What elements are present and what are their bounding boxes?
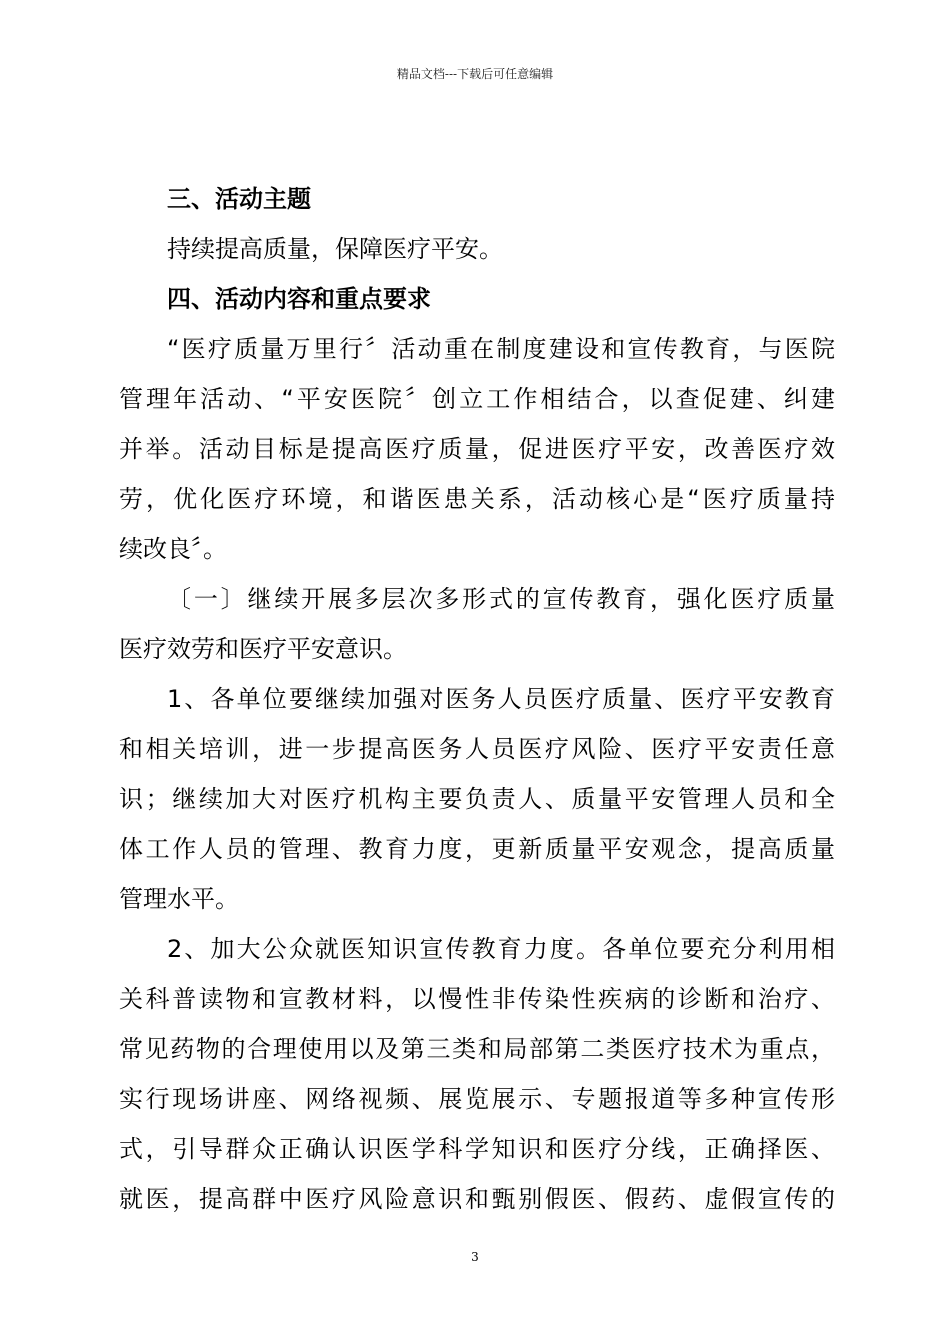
paragraph-line: 关科普读物和宣教材料，以慢性非传染性疾病的诊断和治疗、	[119, 985, 835, 1013]
paragraph-line: 实行现场讲座、网络视频、展览展示、专题报道等多种宣传形	[119, 1085, 835, 1113]
page-header: 精品文档---下载后可任意编辑	[396, 67, 554, 81]
paragraph-line: 和相关培训，进一步提高医务人员医疗风险、医疗平安责任意	[119, 735, 835, 763]
paragraph-line: 2、加大公众就医知识宣传教育力度。各单位要充分利用相	[167, 935, 835, 963]
page-number: 3	[471, 1250, 479, 1264]
paragraph-line: 管理年活动、“平安医院〞创立工作相结合，以查促建、纠建	[119, 385, 835, 413]
paragraph-line: 体工作人员的管理、教育力度，更新质量平安观念，提高质量	[119, 835, 835, 863]
paragraph-line: 续改良〞。	[119, 535, 227, 563]
paragraph-line: 医疗效劳和医疗平安意识。	[119, 635, 407, 663]
document-body	[119, 174, 835, 1224]
paragraph-line: 1、各单位要继续加强对医务人员医疗质量、医疗平安教育	[167, 685, 835, 713]
paragraph-line: 就医，提高群中医疗风险意识和甄别假医、假药、虚假宣传的	[119, 1185, 835, 1213]
paragraph-line: 并举。活动目标是提高医疗质量，促进医疗平安，改善医疗效	[119, 435, 835, 463]
section-heading-3: 三、活动主题	[167, 185, 311, 213]
paragraph-line: 〔一〕继续开展多层次多形式的宣传教育，强化医疗质量	[167, 585, 835, 613]
paragraph-line: 常见药物的合理使用以及第三类和局部第二类医疗技术为重点，	[119, 1035, 835, 1063]
paragraph-line: “医疗质量万里行〞活动重在制度建设和宣传教育，与医院	[167, 335, 835, 363]
section-heading-4: 四、活动内容和重点要求	[167, 285, 431, 313]
paragraph-line: 识；继续加大对医疗机构主要负责人、质量平安管理人员和全	[119, 785, 835, 813]
paragraph-line: 管理水平。	[119, 885, 239, 913]
paragraph-line: 式，引导群众正确认识医学科学知识和医疗分线，正确择医、	[119, 1135, 835, 1163]
paragraph-line: 持续提高质量，保障医疗平安。	[167, 235, 503, 263]
paragraph-line: 劳，优化医疗环境，和谐医患关系，活动核心是“医疗质量持	[119, 485, 835, 513]
